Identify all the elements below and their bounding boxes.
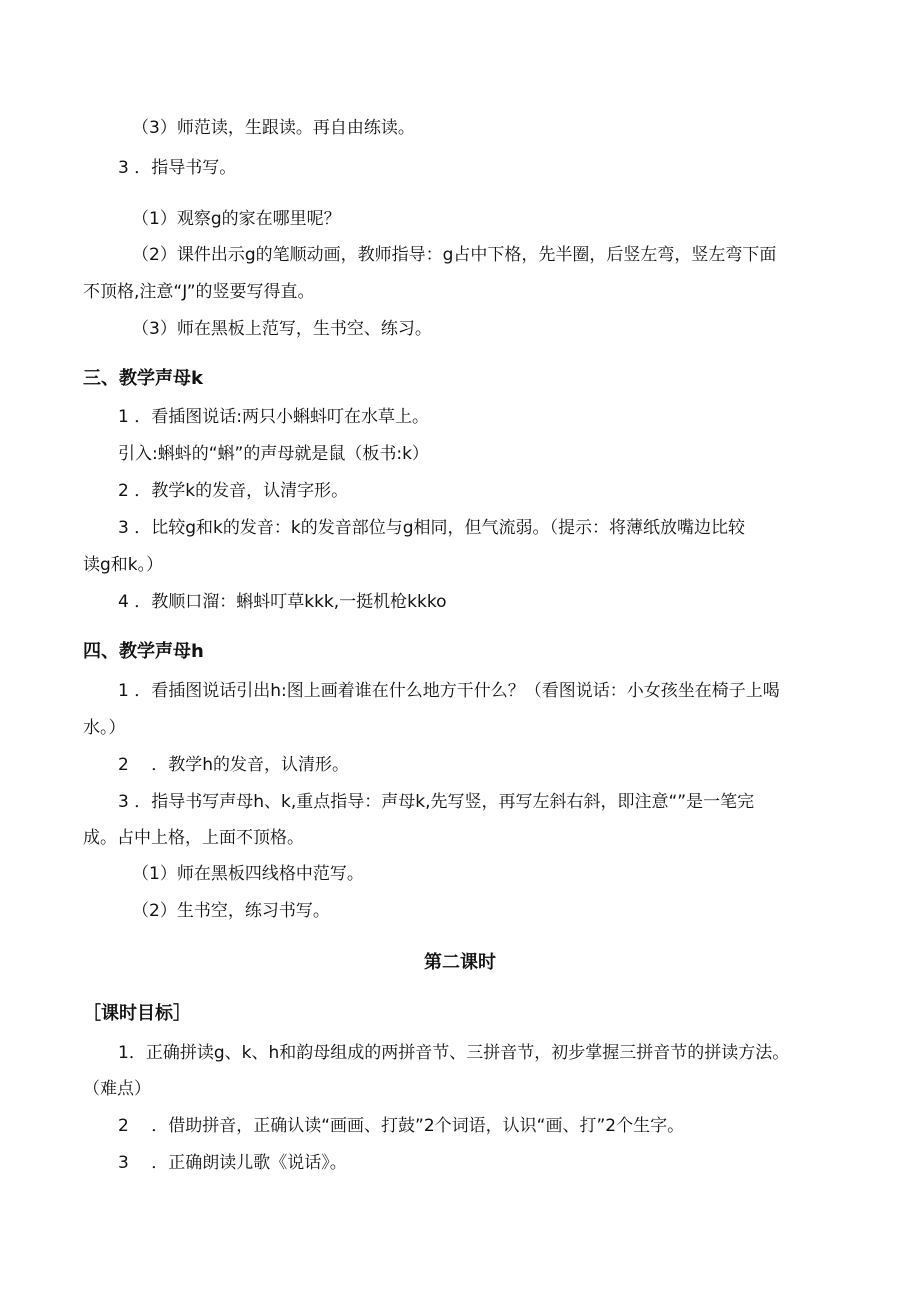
text-line: （1）师在黑板四线格中范写。 bbox=[132, 864, 364, 884]
text-line: 1 ．看插图说话:两只小蝌蚪叮在水草上。 bbox=[118, 407, 429, 427]
text-line: 4 ．教顺口溜：蝌蚪叮草kkk,一挺机枪kkko bbox=[118, 592, 447, 612]
section-heading: 三、教学声母k bbox=[83, 368, 203, 389]
text-line: （难点） bbox=[83, 1079, 151, 1099]
section-heading: 四、教学声母h bbox=[83, 641, 204, 662]
text-line: （1）观察g的家在哪里呢？ bbox=[132, 209, 341, 229]
text-line: 3 ．正确朗读儿歌《说话》。 bbox=[118, 1153, 347, 1173]
text-line: 2 ．借助拼音，正确认读“画画、打鼓”2个词语，认识“画、打”2个生字。 bbox=[118, 1116, 685, 1136]
text-line: 3 ．比较g和k的发音：k的发音部位与g相同，但气流弱。（提示：将薄纸放嘴边比较 bbox=[118, 518, 745, 538]
text-line: （3）师在黑板上范写，生书空、练习。 bbox=[132, 319, 432, 339]
text-line: 2 ．教学k的发音，认清字形。 bbox=[118, 481, 349, 501]
text-line: （2）课件出示g的笔顺动画，教师指导：g占中下格，先半圈，后竖左弯，竖左弯下面 bbox=[132, 245, 777, 265]
text-line: 3 ．指导书写。 bbox=[118, 158, 237, 178]
text-line: 不顶格,注意“J”的竖要写得直。 bbox=[83, 282, 315, 302]
text-line: 1 ．看插图说话引出h:图上画着谁在什么地方干什么？（看图说话：小女孩坐在椅子上喝 bbox=[118, 681, 780, 701]
text-line: 引入:蝌蚪的“蝌”的声母就是鼠（板书:k） bbox=[118, 444, 429, 464]
text-line: 水。） bbox=[83, 718, 126, 738]
lesson-title: 第二课时 bbox=[424, 952, 496, 973]
text-line: 2 ．教学h的发音，认清形。 bbox=[118, 755, 349, 775]
text-line: 读g和k。） bbox=[83, 555, 164, 575]
text-line: （3）师范读，生跟读。再自由练读。 bbox=[132, 118, 415, 138]
text-line: 成。占中上格，上面不顶格。 bbox=[83, 828, 304, 848]
text-line: 1．正确拼读g、k、h和韵母组成的两拼音节、三拼音节，初步掌握三拼音节的拼读方法。 bbox=[118, 1043, 790, 1063]
text-line: （2）生书空，练习书写。 bbox=[132, 901, 330, 921]
text-line: 3 ．指导书写声母h、k,重点指导：声母k,先写竖，再写左斜右斜，即注意“”是一笔完 bbox=[118, 792, 755, 812]
section-heading: ［课时目标］ bbox=[83, 1003, 191, 1024]
